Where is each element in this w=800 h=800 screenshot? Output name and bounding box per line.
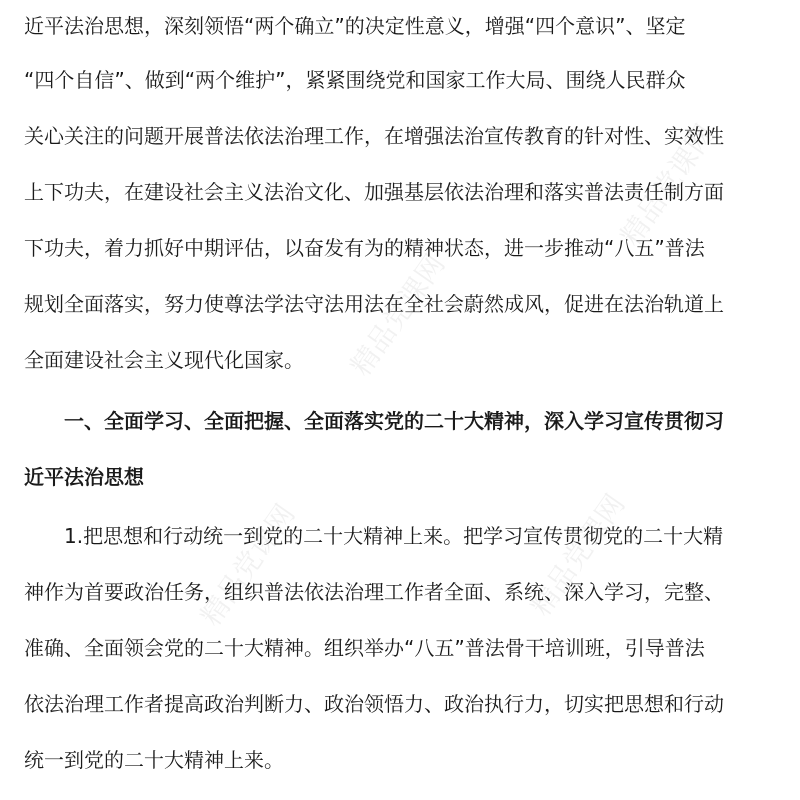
section-heading: 一、全面学习、全面把握、全面落实党的二十大精神，深入学习宣传贯彻习: [64, 409, 724, 433]
watermark: 精品党课网: [524, 488, 632, 622]
paragraph-line: 神作为首要政治任务，组织普法依法治理工作者全面、系统、深入学习，完整、: [24, 580, 724, 604]
section-heading: 近平法治思想: [24, 465, 144, 489]
paragraph-line: 准确、全面领会党的二十大精神。组织举办“八五”普法骨干培训班，引导普法: [24, 636, 705, 660]
paragraph-line: 统一到党的二十大精神上来。: [24, 748, 284, 772]
paragraph-line: 1.把思想和行动统一到党的二十大精神上来。把学习宣传贯彻党的二十大精: [64, 524, 724, 548]
paragraph-line: 规划全面落实，努力使尊法学法守法用法在全社会蔚然成风，促进在法治轨道上: [24, 292, 724, 316]
watermark: 精品党课网: [194, 498, 302, 632]
paragraph-line: “四个自信”、做到“两个维护”，紧紧围绕党和国家工作大局、围绕人民群众: [24, 68, 686, 92]
watermark: 精品党课网: [344, 248, 452, 382]
paragraph-line: 依法治理工作者提高政治判断力、政治领悟力、政治执行力，切实把思想和行动: [24, 692, 724, 716]
watermark: 精品党课网: [614, 118, 722, 252]
paragraph-line: 近平法治思想，深刻领悟“两个确立”的决定性意义，增强“四个意识”、坚定: [24, 14, 686, 38]
paragraph-line: 上下功夫，在建设社会主义法治文化、加强基层依法治理和落实普法责任制方面: [24, 180, 724, 204]
paragraph-line: 全面建设社会主义现代化国家。: [24, 348, 304, 372]
paragraph-line: 下功夫，着力抓好中期评估，以奋发有为的精神状态，进一步推动“八五”普法: [24, 236, 705, 260]
paragraph-line: 关心关注的问题开展普法依法治理工作，在增强法治宣传教育的针对性、实效性: [24, 124, 724, 148]
